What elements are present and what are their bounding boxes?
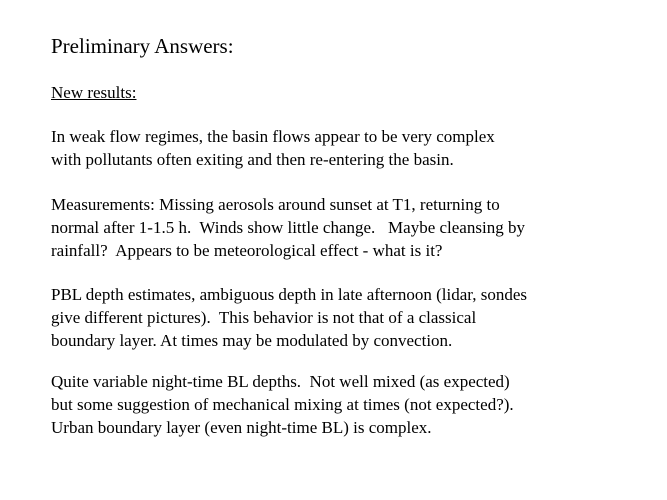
text-line: Measurements: Missing aerosols around sunset at T1, returning to [51, 195, 500, 214]
slide-title: Preliminary Answers: [51, 34, 234, 58]
paragraph-night-time-bl [51, 370, 651, 439]
paragraph-measurements [51, 193, 651, 262]
text-line: Quite variable night-time BL depths. Not well mixed (as expected) [51, 372, 510, 391]
text-line: give different pictures). This behavior is not that of a classical [51, 308, 477, 327]
text-line: PBL depth estimates, ambiguous depth in late afternoon (lidar, sondes [51, 285, 528, 304]
text-line: rainfall? Appears to be meteorological effect - what is it? [51, 241, 443, 260]
text-line: with pollutants often exiting and then re-entering the basin. [51, 150, 454, 169]
text-line: In weak flow regimes, the basin flows appear to be very complex [51, 127, 495, 146]
text-line: normal after 1-1.5 h. Winds show little change. Maybe cleansing by [51, 218, 525, 237]
section-heading-new-results: New results: [51, 83, 137, 102]
text-line: boundary layer. At times may be modulated by convection. [51, 331, 453, 350]
text-line: but some suggestion of mechanical mixing at times (not expected?). [51, 395, 514, 414]
text-line: Urban boundary layer (even night-time BL) is complex. [51, 418, 432, 437]
paragraph-weak-flow [51, 125, 651, 171]
paragraph-pbl-depth [51, 283, 651, 352]
